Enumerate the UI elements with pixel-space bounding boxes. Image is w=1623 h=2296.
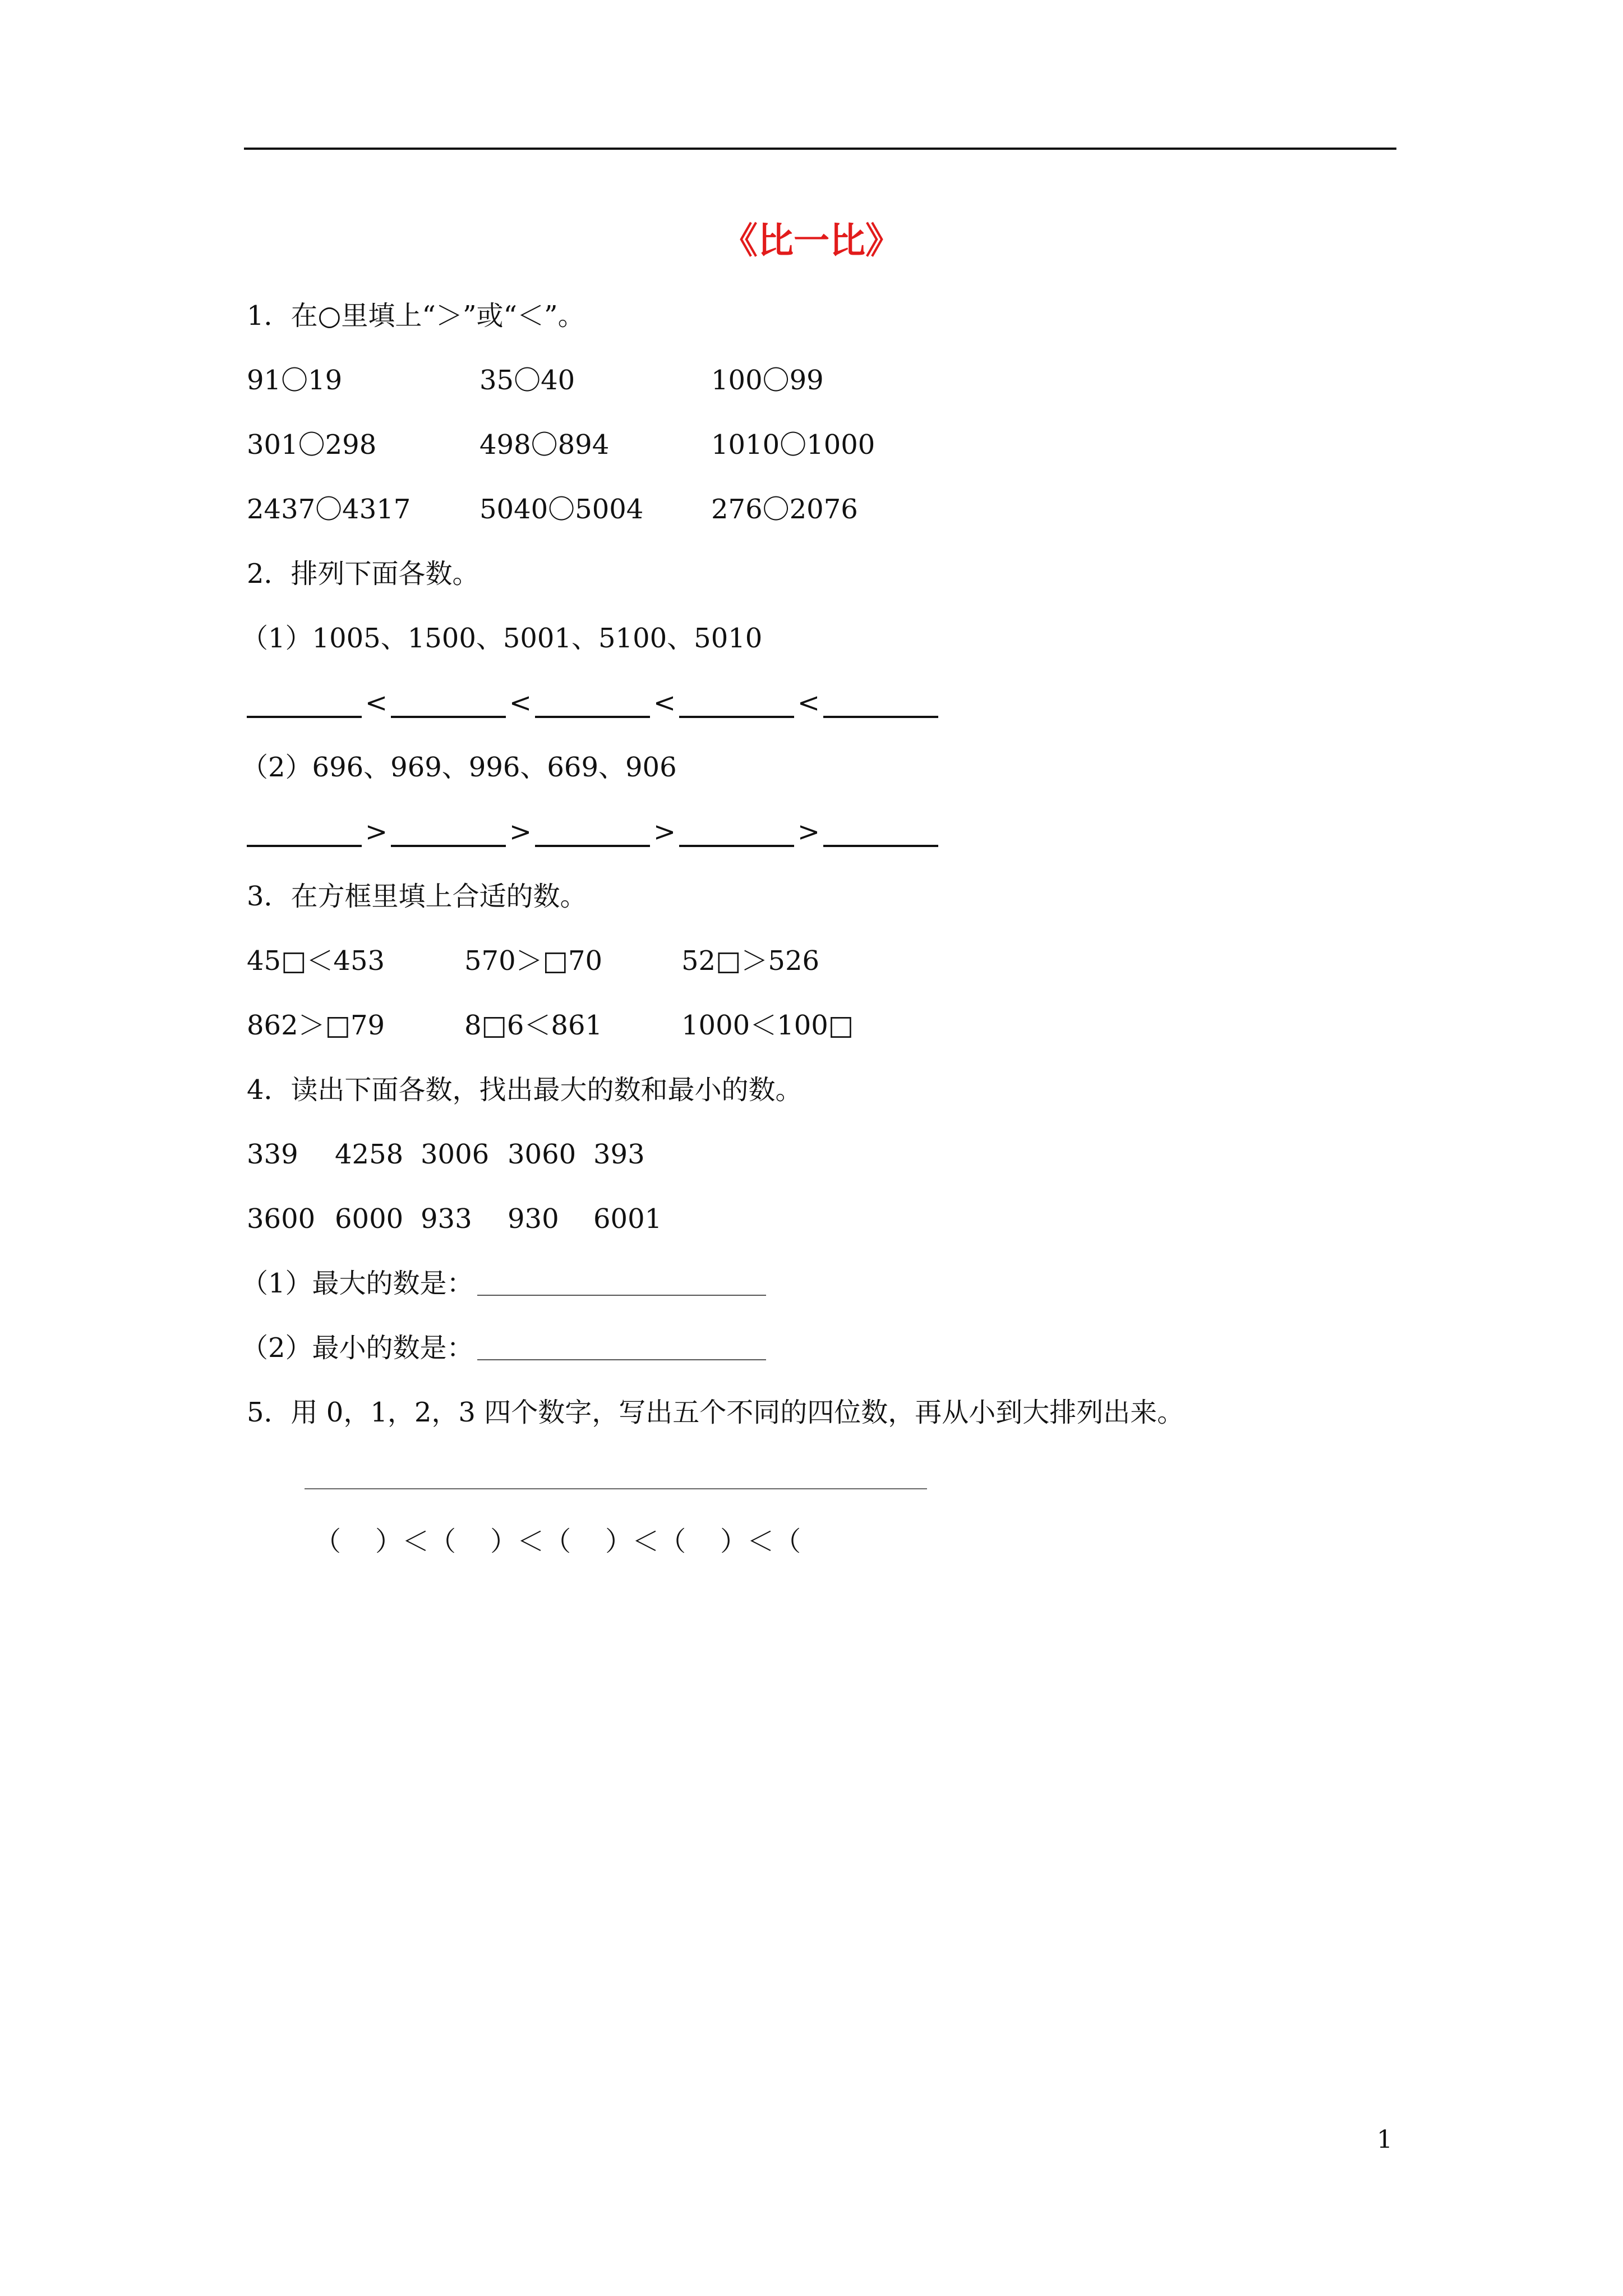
q1-item: 91〇19 — [247, 365, 343, 396]
q2-part1-sort-row — [247, 684, 938, 721]
less-than-sign: < — [509, 687, 532, 719]
q1-item: 276〇2076 — [711, 494, 858, 525]
q3-item: 862＞□79 — [247, 1010, 385, 1041]
page-title: 《比一比》 — [722, 220, 901, 262]
q1-item: 35〇40 — [479, 365, 575, 396]
q2-part2-label: （2）696、969、996、669、906 — [241, 752, 677, 783]
less-than-sign: < — [365, 687, 388, 719]
q5-prompt: 5．用 0，1，2，3 四个数字，写出五个不同的四位数，再从小到大排列出来。 — [247, 1397, 1184, 1428]
less-than-sign: < — [653, 687, 676, 719]
q5-answer-line[interactable] — [305, 1488, 927, 1489]
q2-part1-label: （1）1005、1500、5001、5100、5010 — [241, 623, 763, 654]
greater-than-sign: > — [365, 816, 388, 848]
answer-blank[interactable] — [247, 845, 362, 847]
q1-item: 498〇894 — [479, 429, 610, 461]
number-item: 6001 — [593, 1203, 662, 1235]
greater-than-sign: > — [653, 816, 676, 848]
min-number-label: （2）最小的数是： — [241, 1332, 474, 1364]
q1-item: 2437〇4317 — [247, 494, 411, 525]
header-rule — [244, 148, 1396, 150]
max-number-label: （1）最大的数是： — [241, 1268, 474, 1299]
q3-item: 8□6＜861 — [464, 1010, 603, 1041]
answer-blank[interactable] — [391, 716, 506, 718]
q4-prompt: 4．读出下面各数，找出最大的数和最小的数。 — [247, 1074, 803, 1106]
q1-item: 301〇298 — [247, 429, 377, 461]
page-number: 1 — [1377, 2125, 1393, 2154]
q3-item: 45□＜453 — [247, 945, 385, 977]
q1-item: 5040〇5004 — [479, 494, 644, 525]
q5-order-row: （ ）＜（ ）＜（ ）＜（ ）＜（ — [314, 1526, 801, 1557]
q1-item: 100〇99 — [711, 365, 824, 396]
less-than-sign: < — [797, 687, 820, 719]
answer-blank[interactable] — [535, 716, 650, 718]
greater-than-sign: > — [797, 816, 820, 848]
number-item: 930 — [508, 1203, 559, 1235]
number-item: 339 — [247, 1139, 298, 1170]
answer-blank[interactable] — [679, 716, 794, 718]
answer-blank[interactable] — [679, 845, 794, 847]
q3-item: 1000＜100□ — [681, 1010, 854, 1041]
q4-min-row — [241, 1329, 766, 1366]
answer-blank[interactable] — [535, 845, 650, 847]
number-item: 3600 — [247, 1203, 316, 1235]
q3-prompt: 3．在方框里填上合适的数。 — [247, 881, 587, 912]
q2-prompt: 2．排列下面各数。 — [247, 558, 479, 590]
min-number-answer-line[interactable] — [477, 1359, 766, 1360]
number-item: 933 — [421, 1203, 472, 1235]
q1-prompt: 1．在○里填上“＞”或“＜”。 — [247, 300, 585, 332]
number-item: 3006 — [421, 1139, 490, 1170]
q4-max-row — [241, 1265, 766, 1302]
number-item: 4258 — [335, 1139, 404, 1170]
max-number-answer-line[interactable] — [477, 1295, 766, 1296]
q1-item: 1010〇1000 — [711, 429, 875, 461]
q2-part2-sort-row — [247, 813, 938, 850]
q3-item: 52□＞526 — [681, 945, 820, 977]
answer-blank[interactable] — [823, 845, 938, 847]
number-item: 3060 — [508, 1139, 577, 1170]
number-item: 393 — [593, 1139, 645, 1170]
answer-blank[interactable] — [391, 845, 506, 847]
answer-blank[interactable] — [823, 716, 938, 718]
greater-than-sign: > — [509, 816, 532, 848]
number-item: 6000 — [335, 1203, 404, 1235]
answer-blank[interactable] — [247, 716, 362, 718]
q3-item: 570＞□70 — [464, 945, 603, 977]
